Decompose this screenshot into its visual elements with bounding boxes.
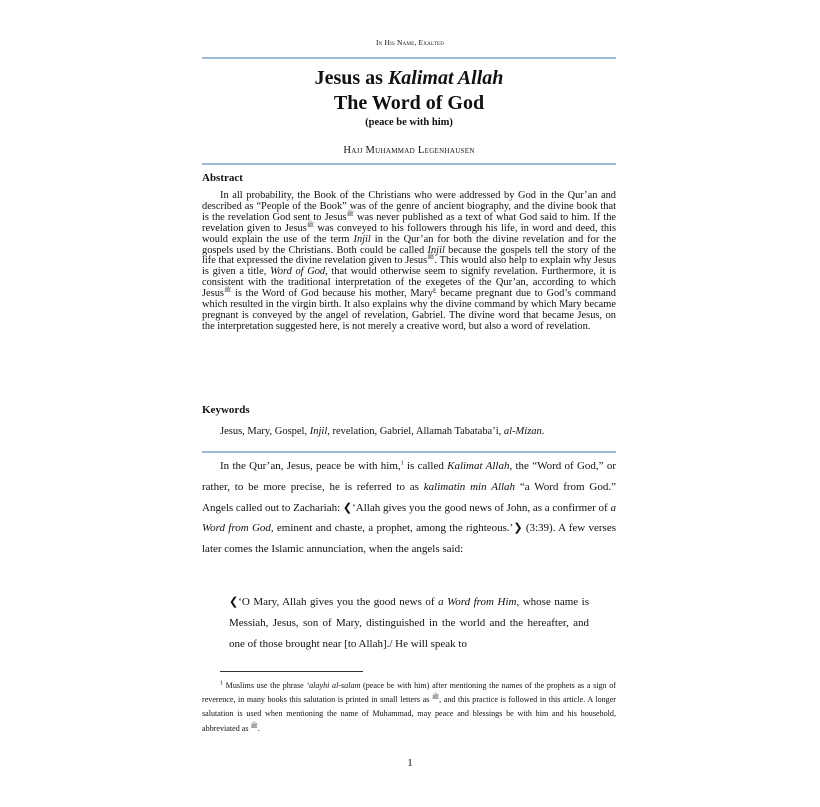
footnote-text: (peace be with him) after mentioning the names of the prophets as a sign of reverence, in many books this salutation is printed in small letters as <box>202 681 616 705</box>
quote-text: ❮‘O Mary, Allah gives you the good news of <box>229 596 439 608</box>
honorific-mark: ع <box>432 287 437 294</box>
keywords-heading: Keywords <box>202 404 250 416</box>
honorific-mark: ﷺ <box>223 287 232 294</box>
quote-text: , whose name is Messiah, Jesus, son of Mary, distinguished in the world and the hereafter, and one of those brought near [to Allah]./ He will speak to <box>229 596 590 650</box>
keywords-list <box>220 426 620 437</box>
page-number: 1 <box>407 757 413 769</box>
author: Hajj Muhammad Legenhausen <box>343 145 475 156</box>
abstract-text: , that would otherwise seem to signify revelation. Furthermore, it is consistent with the traditional interpretation of the exegetes of the Qur’an, according to which Jesus <box>202 266 617 300</box>
body-text: , the “Word of God,” or rather, to be more precise, he is referred to as <box>202 460 616 493</box>
keyword-al-mizan: al-Mizan <box>503 426 542 437</box>
footnote-text: , and this practice is followed in this article. A longer salutation is used when mentioning the name of Muhammad, may peace and blessings be with him and his household, abbreviated as <box>202 695 617 733</box>
body-text: is called <box>403 460 448 472</box>
abstract-text: was conveyed to his followers through his life, in word and deed, this would explain the use of the term <box>202 222 616 245</box>
abstract-text: was never published as a text of what God said to him. If the revelation given to Jesus <box>202 211 616 234</box>
term-injil: Injil <box>427 244 445 256</box>
footnote-number: 1 <box>220 680 223 687</box>
abstract-heading: Abstract <box>202 172 243 184</box>
term-kalimat-allah: Kalimat Allah <box>447 460 510 472</box>
term-word-of-god: Word of God <box>270 266 326 278</box>
footnote-text: . <box>257 723 260 733</box>
term-kalimatin: kalimatin min Allah <box>423 480 516 493</box>
term-word-from-him: a Word from Him <box>438 596 517 608</box>
abstract-text: is the Word of God because his mother, Mary <box>231 288 433 300</box>
abstract-body <box>202 191 616 333</box>
honorific-mark: ﷺ <box>431 694 440 701</box>
title-italic: Kalimat Allah <box>387 67 504 89</box>
abstract-text: because the gospels tell the story of the life that expressed the divine revelation given to Jesus <box>202 244 616 267</box>
footnote-text: Muslims use the phrase <box>223 681 307 690</box>
honorific-mark: ﷺ <box>427 254 435 261</box>
title-line-1 <box>202 66 616 90</box>
abstract-text: In all probability, the Book of the Christians who were addressed by God in the Qur’an and described as “People of the Book” was of the genre of ancient biography, and the divine book that is the revelation God sent to Jesus <box>202 190 616 223</box>
body-text: “a Word from God.” Angels called out to Zachariah: ❮‘Allah gives you the good news of John, as a confirmer of <box>202 480 616 514</box>
abstract-text: became pregnant due to God’s command which resulted in the virgin birth. It also explains why the divine command by which Mary became pregnant is conveyed by the angel of revelation, Gabriel. The divine word that became Jesus, on the interpretation suggested here, is not merely a creative word, but also a word of revelation. <box>202 288 616 332</box>
keywords-text: , revelation, Gabriel, Allamah Tabataba’i, <box>327 426 504 437</box>
footnote <box>202 679 616 736</box>
honorific-mark: ﷺ <box>250 722 258 729</box>
keyword-injil: Injil <box>309 426 328 437</box>
honorific-mark: ﷺ <box>306 222 315 229</box>
footnote-rule <box>220 671 363 672</box>
header-rule <box>202 57 616 59</box>
running-head: In His Name, Exalted <box>375 38 445 47</box>
abstract-text: in the Qur’an for both the divine revelation and for the gospels used by the Christians. Both could be called <box>202 233 616 256</box>
term-word-from-god: a Word from God <box>202 501 616 535</box>
body-paragraph <box>202 456 616 560</box>
keywords-text: Jesus, Mary, Gospel, <box>220 426 310 437</box>
footnote-ref[interactable]: 1 <box>400 460 404 467</box>
term-alayhi-al-salam: ‘alayhi al-salam <box>306 681 361 690</box>
body-text: , eminent and chaste, a prophet, among the righteous.’❯ (3:39). A few verses later comes the Islamic annunciation, when the angels said: <box>202 522 616 556</box>
keywords-rule <box>202 451 616 453</box>
subtitle: (peace be with him) <box>365 117 453 128</box>
title-line-2: The Word of God <box>333 92 485 114</box>
abstract-text: . This would also help to explain why Jesus is given a title, <box>202 255 616 278</box>
author-rule <box>202 163 616 165</box>
honorific-mark: ﷺ <box>346 211 354 218</box>
block-quote <box>229 592 589 654</box>
body-text: In the Qur’an, Jesus, peace be with him, <box>220 460 401 472</box>
term-injil: Injil <box>353 233 371 245</box>
title-prefix: Jesus as <box>314 67 388 89</box>
keywords-text: . <box>541 426 545 437</box>
